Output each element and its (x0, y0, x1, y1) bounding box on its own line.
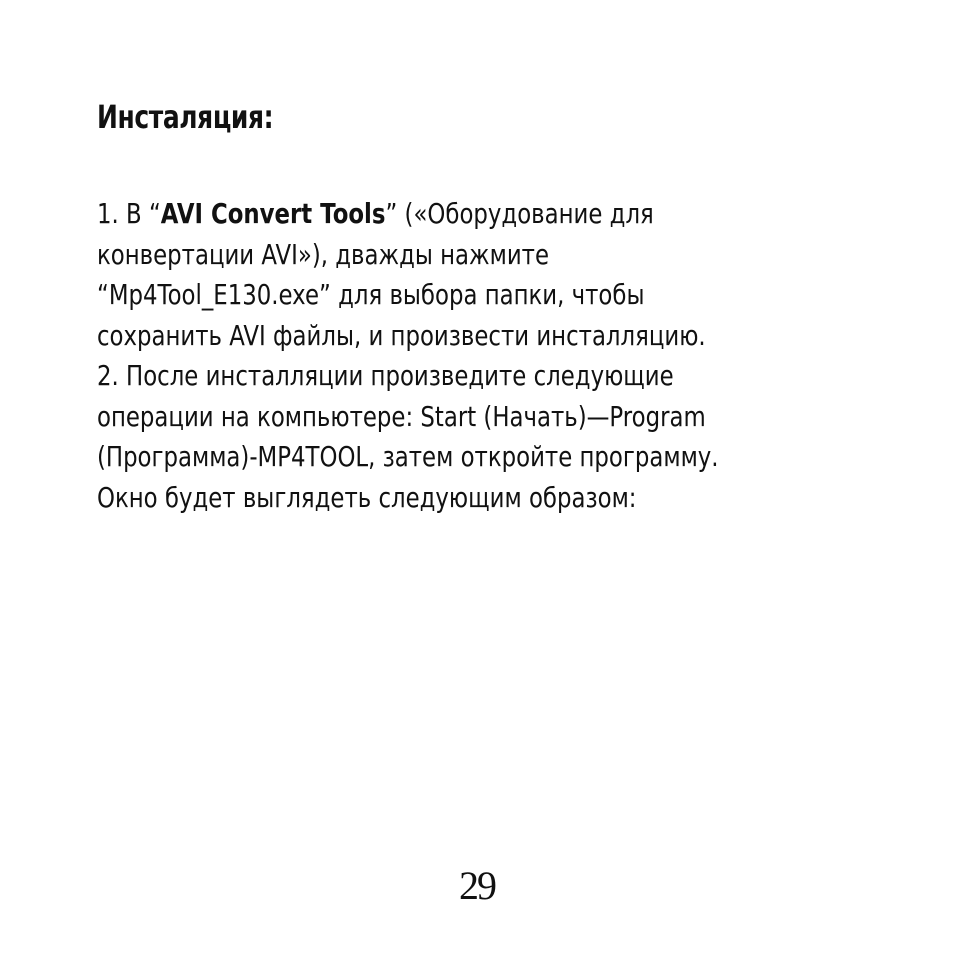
instruction-line-3: “Mp4Tool_E130.exe” для выбора папки, чтобы (97, 279, 645, 311)
installation-instructions (97, 194, 846, 518)
line1-suffix: ” («Оборудование для (385, 198, 654, 230)
instruction-line-8: Окно будет выглядеть следующим образом: (97, 481, 637, 514)
instruction-line-7: (Программа)-MP4TOOL, затем откройте программу. (97, 441, 719, 473)
instruction-line-5: 2. После инсталляции произведите следующие (97, 360, 674, 392)
instruction-line-4: сохранить AVI файлы, и произвести инсталляцию. (97, 319, 706, 352)
instruction-line-6: операции на компьютере: Start (Начать)—Program (97, 400, 706, 433)
instruction-line-2: конвертации AVI»), дважды нажмите (97, 238, 549, 271)
section-heading: Инсталяция: (97, 98, 274, 136)
page-number: 29 (459, 863, 495, 908)
line1-prefix: 1. В “ (97, 198, 161, 230)
instruction-line-1 (97, 194, 719, 235)
software-name: AVI Convert Tools (160, 198, 386, 230)
